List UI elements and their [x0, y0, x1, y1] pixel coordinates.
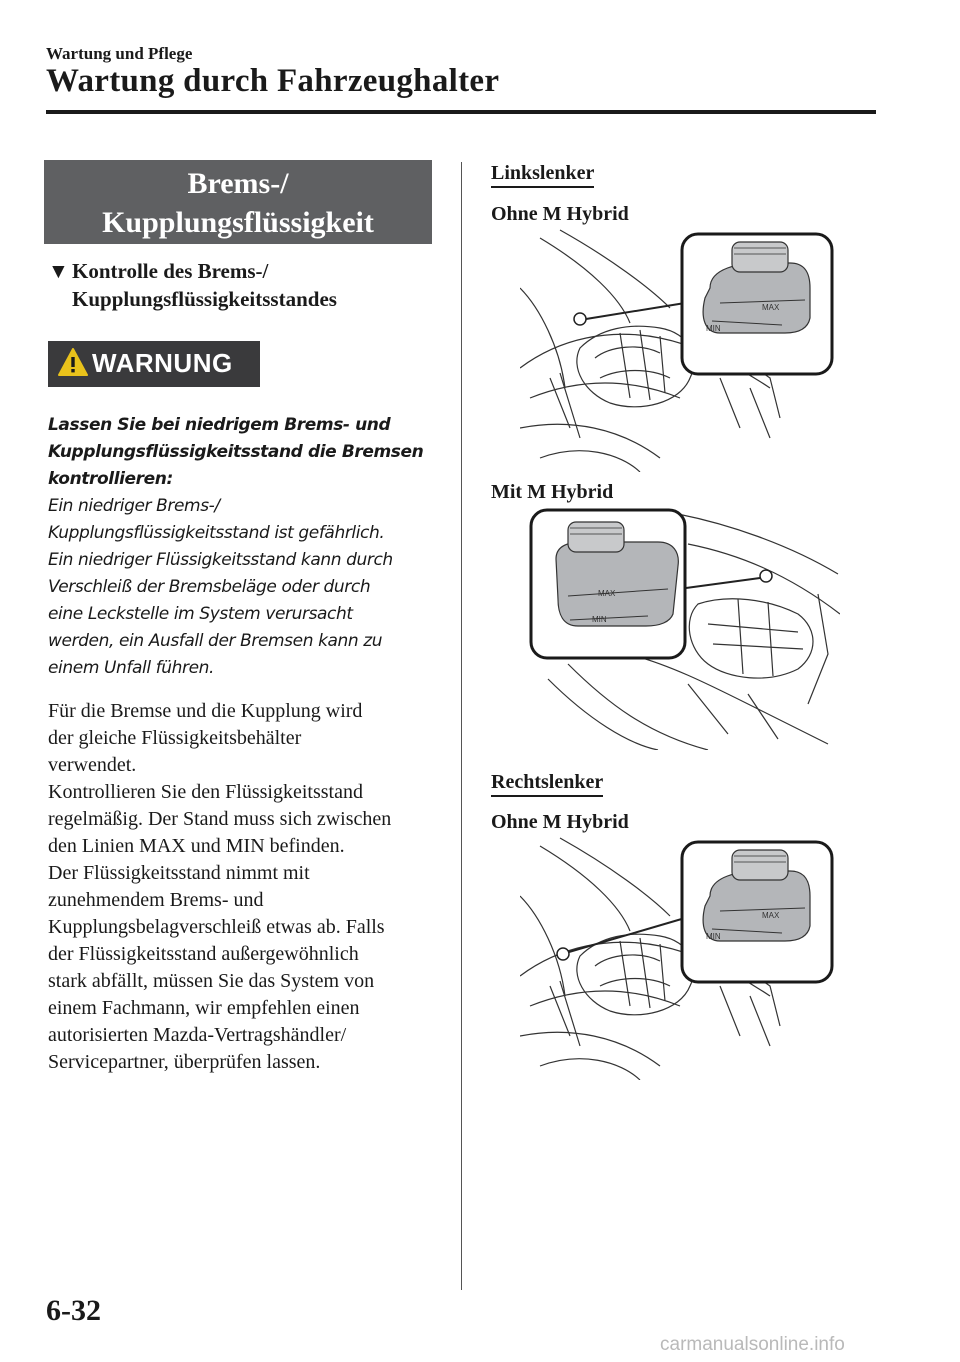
body-line: regelmäßig. Der Stand muss sich zwischen — [48, 808, 392, 830]
lhd-engine-figure-2 — [528, 504, 840, 750]
column-divider — [461, 162, 462, 1290]
max-label: MAX — [598, 589, 616, 598]
body-line: der gleiche Flüssigkeitsbehälter — [48, 727, 302, 749]
warning-line: Ein niedriger Brems-/ — [48, 496, 220, 516]
rhd-heading: Rechtslenker — [491, 771, 603, 797]
lhd-engine-figure-1 — [520, 228, 840, 472]
body-line: den Linien MAX und MIN befinden. — [48, 835, 345, 857]
body-line: autorisierten Mazda-Vertragshändler/ — [48, 1024, 347, 1046]
body-line: verwendet. — [48, 754, 137, 776]
rhd-engine-figure-1 — [520, 836, 840, 1080]
body-line: Für die Bremse und die Kupplung wird — [48, 700, 363, 722]
body-text — [48, 698, 443, 1076]
body-line: zunehmendem Brems- und — [48, 889, 264, 911]
lhd-fig2-caption: Mit M Hybrid — [491, 481, 614, 503]
subheading-line2: Kupplungsflüssigkeitsstandes — [72, 287, 337, 311]
subheading-line1: Kontrolle des Brems-/ — [72, 259, 269, 283]
min-label: MIN — [706, 932, 721, 941]
warning-badge — [48, 341, 260, 387]
lhd-heading: Linkslenker — [491, 162, 594, 188]
subheading — [48, 257, 337, 313]
warning-bold-line: Lassen Sie bei niedrigem Brems- und — [48, 415, 391, 435]
warning-bold-line: Kupplungsflüssigkeitsstand die Bremsen — [48, 442, 424, 462]
page-title: Wartung durch Fahrzeughalter — [46, 63, 500, 99]
warning-line: werden, ein Ausfall der Bremsen kann zu — [48, 631, 383, 651]
body-line: der Flüssigkeitsstand außergewöhnlich — [48, 943, 359, 965]
max-label: MAX — [762, 303, 780, 312]
triangle-marker-icon: ▼ — [48, 259, 69, 283]
body-line: Der Flüssigkeitsstand nimmt mit — [48, 862, 310, 884]
topic-title-line1: Brems-/ — [187, 167, 289, 200]
page-number: 6-32 — [46, 1294, 101, 1327]
min-label: MIN — [592, 615, 607, 624]
body-line: Servicepartner, überprüfen lassen. — [48, 1051, 321, 1073]
body-line: Kupplungsbelagverschleiß etwas ab. Falls — [48, 916, 385, 938]
warning-text — [48, 412, 443, 682]
warning-triangle-icon — [58, 347, 88, 377]
body-line: stark abfällt, müssen Sie das System von — [48, 970, 375, 992]
warning-line: einem Unfall führen. — [48, 658, 215, 678]
warning-line: Ein niedriger Flüssigkeitsstand kann durch — [48, 550, 393, 570]
section-label: Wartung und Pflege — [46, 44, 193, 63]
lhd-fig1-caption: Ohne M Hybrid — [491, 203, 629, 225]
title-rule — [46, 110, 876, 114]
rhd-fig1-caption: Ohne M Hybrid — [491, 811, 629, 833]
body-line: einem Fachmann, wir empfehlen einen — [48, 997, 360, 1019]
warning-label: WARNUNG — [92, 348, 233, 378]
body-line: Kontrollieren Sie den Flüssigkeitsstand — [48, 781, 363, 803]
topic-title-line2: Kupplungsflüssigkeit — [102, 206, 374, 239]
min-label: MIN — [706, 324, 721, 333]
topic-box — [44, 160, 432, 244]
warning-line: eine Leckstelle im System verursacht — [48, 604, 353, 624]
warning-bold-line: kontrollieren: — [48, 469, 173, 489]
watermark: carmanualsonline.info — [660, 1334, 845, 1355]
warning-line: Kupplungsflüssigkeitsstand ist gefährlich. — [48, 523, 385, 543]
warning-line: Verschleiß der Bremsbeläge oder durch — [48, 577, 371, 597]
max-label: MAX — [762, 911, 780, 920]
